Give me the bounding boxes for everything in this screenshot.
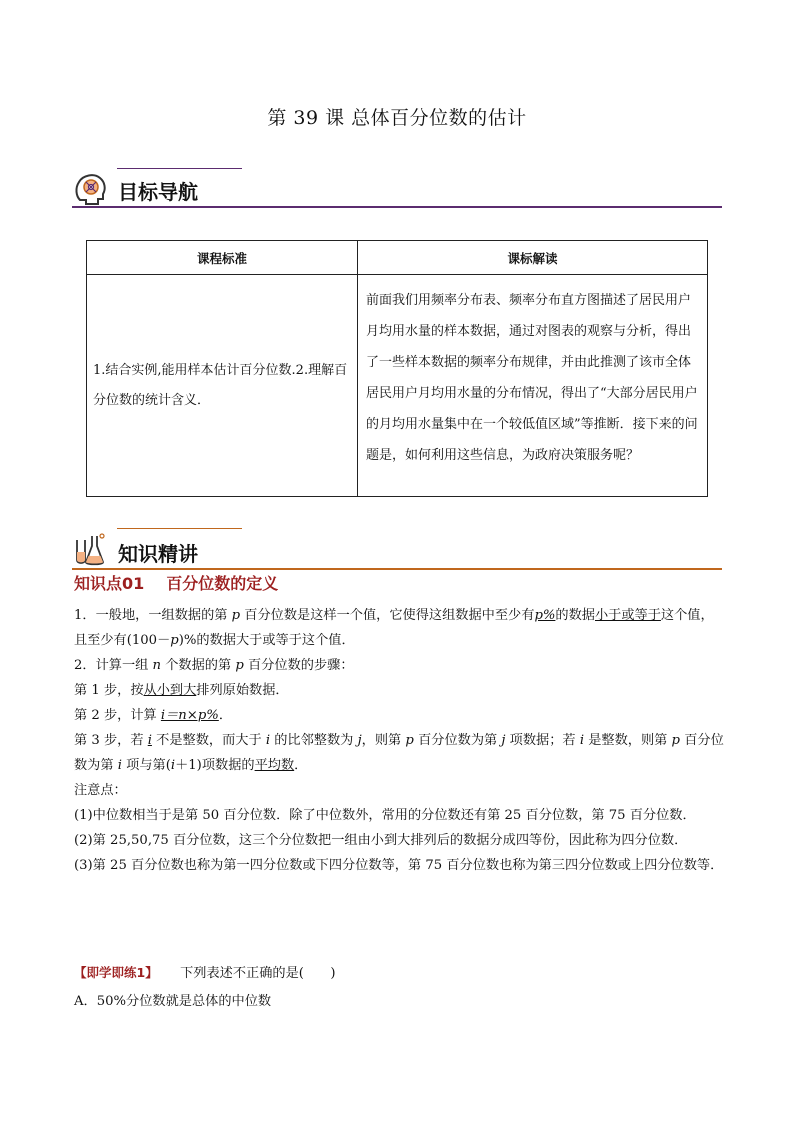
knowledge-point-name: 百分位数的定义 — [166, 574, 279, 593]
definition-paragraph — [74, 603, 724, 878]
exercise-question: 下列表述不正确的是( ) — [180, 966, 336, 981]
table-row — [87, 275, 708, 497]
step-1: 第 1 步，按从小到大排列原始数据． — [74, 683, 289, 698]
step-2: 第 2 步，计算 i＝n×p%． — [74, 708, 233, 723]
exercise — [74, 962, 335, 981]
note-1: (1)中位数相当于是第 50 百分位数．除了中位数外，常用的分位数还有第 25 百分位数，第 75 百分位数． — [74, 808, 696, 823]
step-3: 第 3 步，若 i 不是整数，而大于 i 的比邻整数为 j，则第 p 百分位数为第 j 项数据；若 i 是整数，则第 p 百分位数为第 i 项与第(i＋1)项数据的平均数． — [74, 733, 724, 773]
table-header-standard: 课程标准 — [87, 241, 358, 275]
flask-icon — [72, 530, 110, 568]
table-header-row — [87, 241, 708, 275]
table-cell-standard: 1.结合实例,能用样本估计百分位数.2.理解百分位数的统计含义． — [87, 275, 358, 497]
standards-table — [86, 240, 708, 497]
para-2: 2．计算一组 n 个数据的第 p 百分位数的步骤： — [74, 658, 354, 673]
table-header-interpretation: 课标解读 — [358, 241, 708, 275]
note-2: (2)第 25,50,75 百分位数，这三个分位数把一组由小到大排列后的数据分成四等份，因此称为四分位数． — [74, 833, 688, 848]
table-cell-interpretation: 前面我们用频率分布表、频率分布直方图描述了居民用户月均用水量的样本数据，通过对图表的观察与分析，得出了一些样本数据的频率分布规律，并由此推测了该市全体居民用户月均用水量的分布情况，得出了“大部分居民用户的月均用水量集中在一个较低值区域”等推断．接下来的问题是，如何利用这些信息，为政府决策服务呢？ — [358, 275, 708, 497]
header-top-rule — [117, 168, 242, 169]
section-header-goals — [72, 168, 722, 210]
header-top-rule — [117, 528, 242, 529]
page-title: 第 39 课 总体百分位数的估计 — [267, 107, 527, 129]
option-a: A．50%分位数就是总体的中位数 — [74, 994, 272, 1009]
notes-label: 注意点： — [74, 783, 127, 798]
para-1: 1．一般地，一组数据的第 p 百分位数是这样一个值，它使得这组数据中至少有p%的数据小于或等于这个值，且至少有(100－p)%的数据大于或等于这个值． — [74, 608, 714, 648]
header-bottom-rule — [72, 206, 722, 208]
header-bottom-rule — [72, 568, 722, 570]
knowledge-point-number: 知识点01 — [74, 574, 145, 593]
section-title-goals: 目标导航 — [118, 180, 198, 204]
knowledge-point-title — [74, 571, 278, 594]
brain-gear-icon — [72, 170, 110, 208]
section-header-knowledge — [72, 528, 722, 570]
note-3: (3)第 25 百分位数也称为第一四分位数或下四分位数等，第 75 百分位数也称为第三四分位数或上四分位数等． — [74, 858, 724, 873]
exercise-tag: 【即学即练1】 — [74, 965, 158, 980]
section-title-knowledge: 知识精讲 — [118, 542, 198, 566]
